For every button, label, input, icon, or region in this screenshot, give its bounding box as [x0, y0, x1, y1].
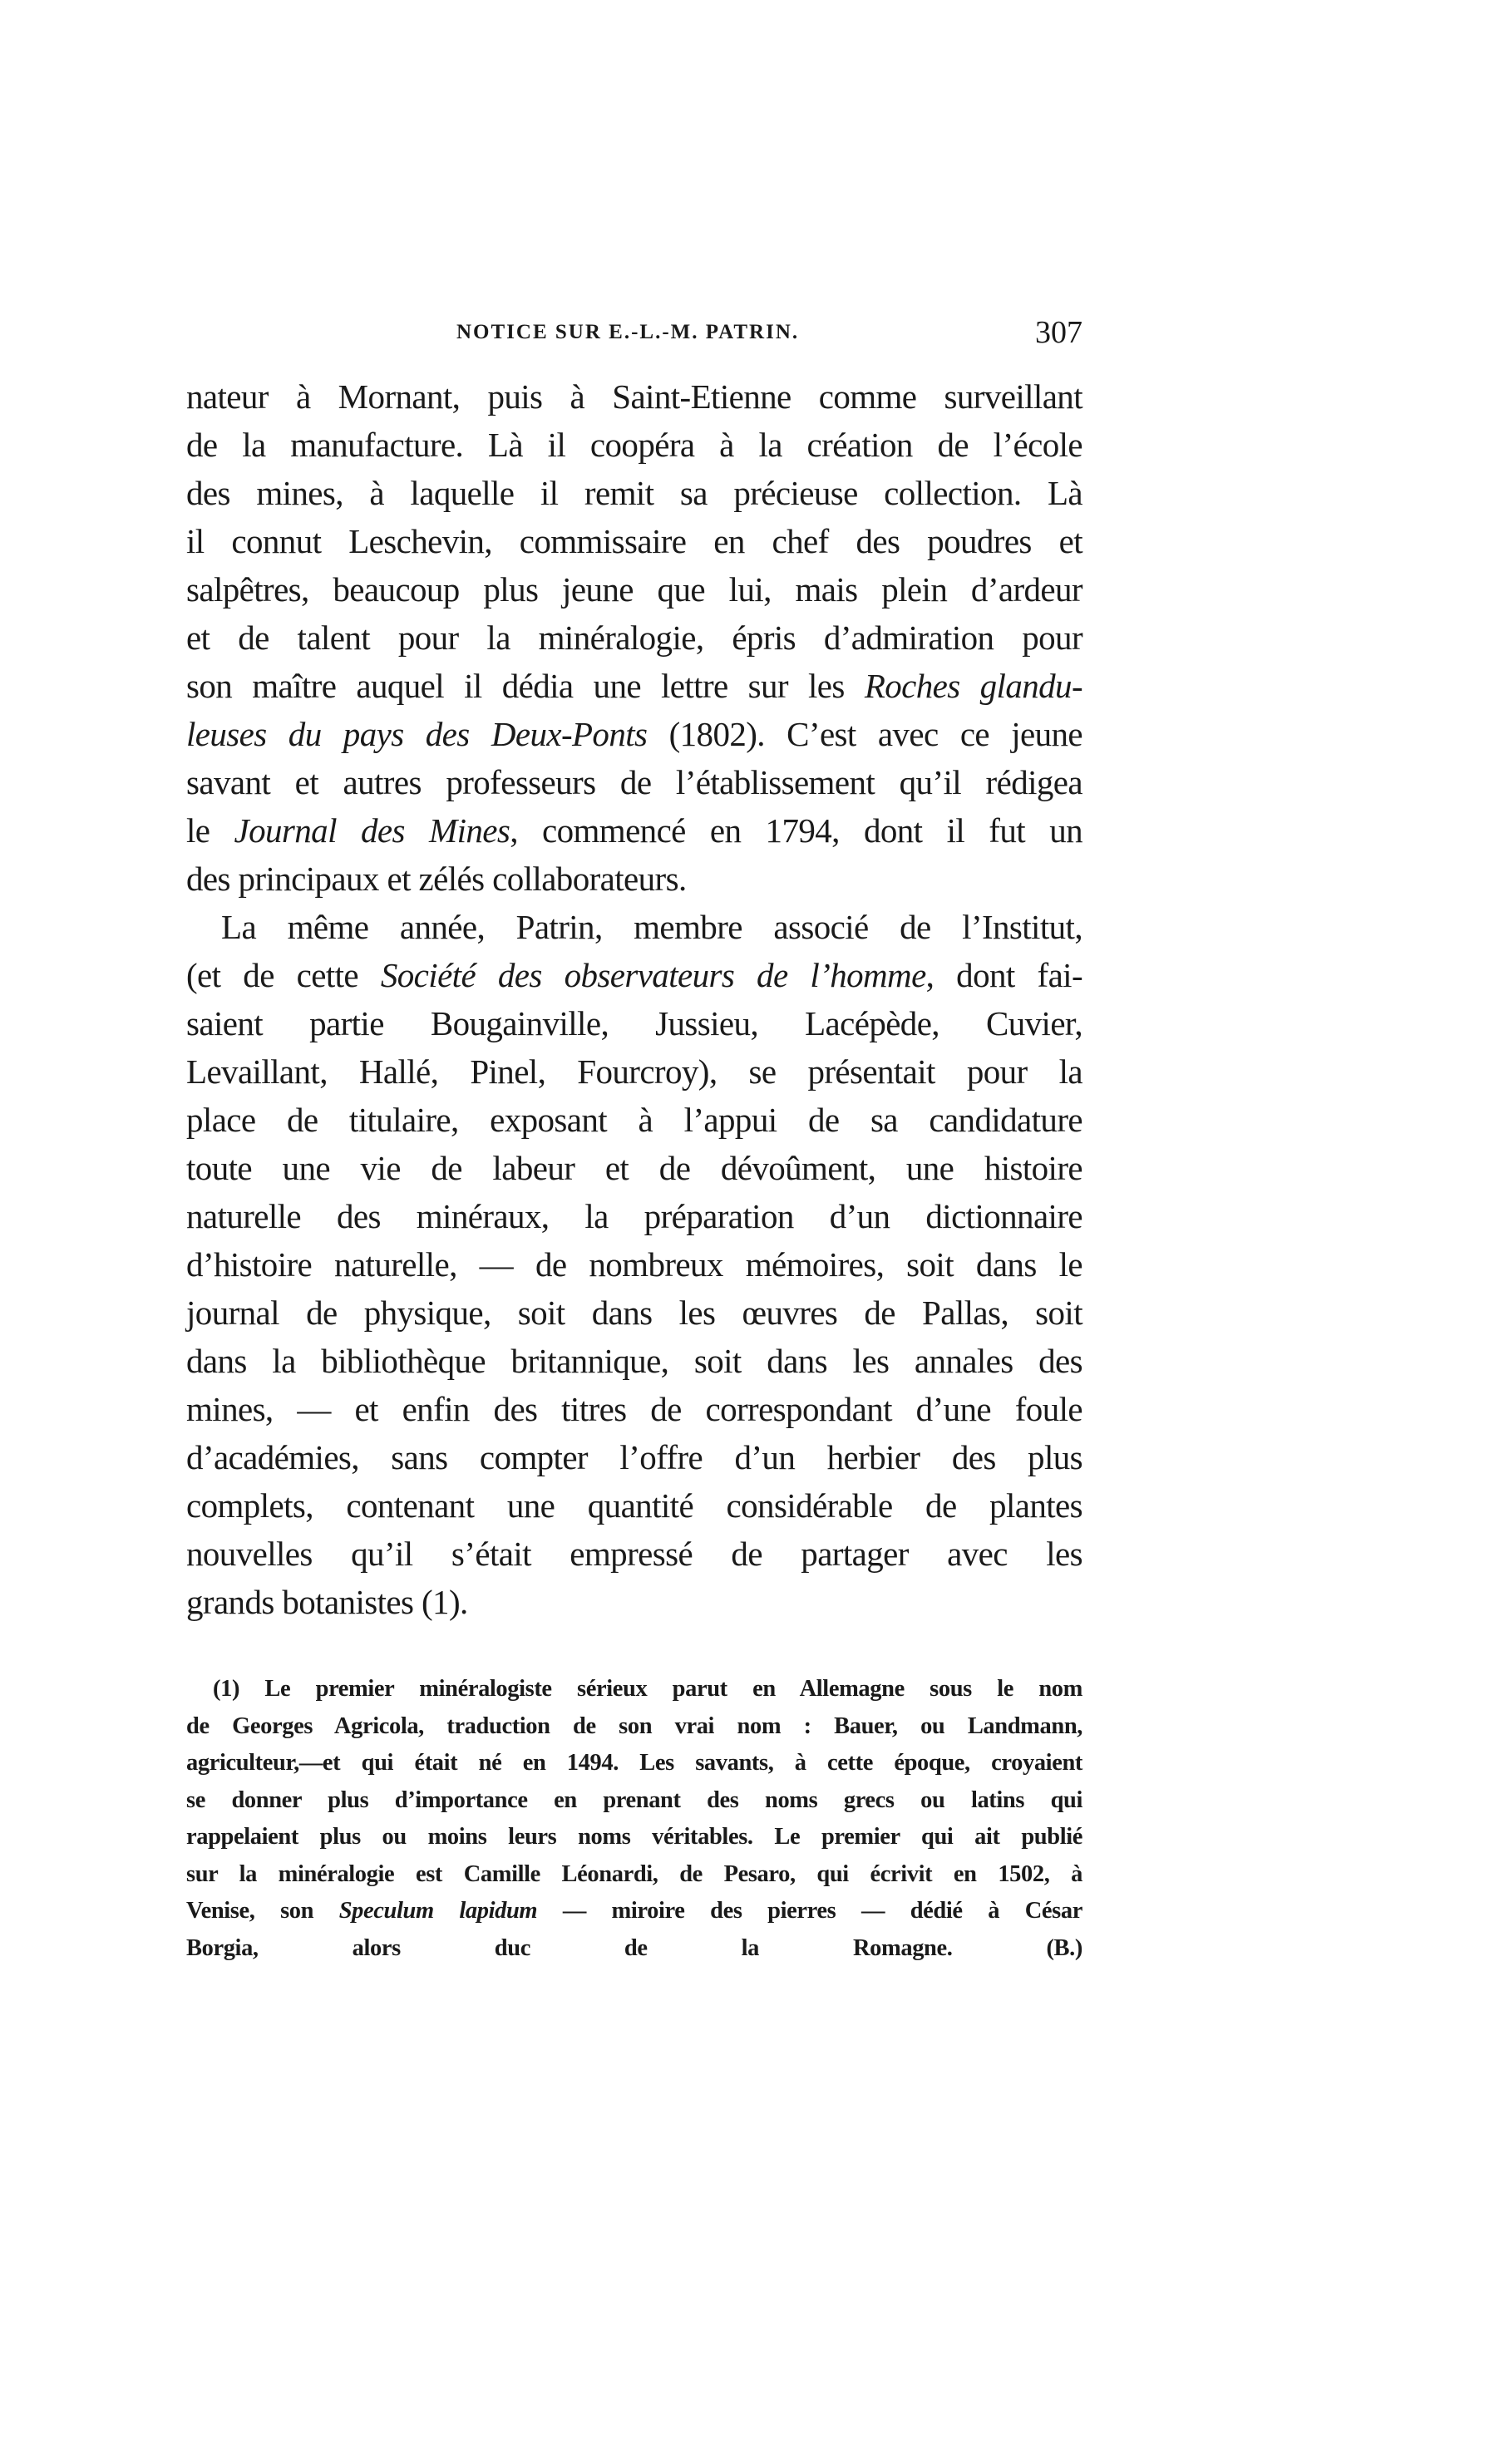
footnote-line — [186, 1819, 1082, 1856]
footnote-line — [186, 1745, 1082, 1782]
text-run: naturelle des minéraux, la préparation d’un dictionnaire — [186, 1197, 1082, 1235]
text-run: agriculteur,—et qui était né en 1494. Les savants, à cette époque, croyaient — [186, 1750, 1082, 1776]
text-run: toute une vie de labeur et de dévoûment, une histoire — [186, 1149, 1082, 1187]
text-run: nateur à Mornant, puis à Saint-Etienne comme surveillant — [186, 377, 1082, 416]
body-line — [186, 806, 1082, 855]
body-line — [186, 1530, 1082, 1578]
footnote-line — [186, 1856, 1082, 1894]
italic-text: Speculum lapidum — [338, 1898, 538, 1924]
text-run: complets, contenant une quantité considérable de plantes — [186, 1486, 1082, 1525]
body-line — [186, 469, 1082, 517]
body-line — [186, 1240, 1082, 1289]
body-line — [186, 999, 1082, 1047]
text-run: des mines, à laquelle il remit sa précieuse collection. Là — [186, 474, 1082, 512]
body-line — [186, 951, 1082, 999]
body-line — [186, 1481, 1082, 1530]
text-run: La même année, Patrin, membre associé de l’Institut, — [221, 908, 1082, 946]
text-run: il connut Leschevin, commissaire en chef des poudres et — [186, 522, 1082, 560]
body-line — [186, 1385, 1082, 1433]
running-header — [186, 315, 1082, 359]
footnote-paragraph — [186, 1671, 1082, 1967]
body-line — [186, 1192, 1082, 1240]
text-run: nouvelles qu’il s’était empressé de partager avec les — [186, 1535, 1082, 1573]
running-title: NOTICE SUR E.-L.-M. PATRIN. — [456, 321, 800, 343]
text-run: de la manufacture. Là il coopéra à la création de l’école — [186, 426, 1082, 464]
text-run: mines, — et enfin des titres de correspondant d’une foule — [186, 1390, 1082, 1428]
text-run: salpêtres, beaucoup plus jeune que lui, mais plein d’ardeur — [186, 570, 1082, 609]
footnote-line — [186, 1893, 1082, 1930]
text-run: (1) Le premier minéralogiste sérieux parut en Allemagne sous le nom — [213, 1676, 1082, 1702]
text-run: (1802). C’est avec ce jeune — [647, 715, 1083, 753]
text-run: Venise, son — [186, 1898, 339, 1924]
italic-text: Journal des Mines — [234, 811, 510, 850]
body-line — [186, 1144, 1082, 1192]
body-line — [186, 1433, 1082, 1481]
text-run: , dont fai- — [925, 956, 1083, 994]
body-line — [186, 758, 1082, 806]
body-line — [186, 710, 1082, 758]
footnote-line — [186, 1930, 1082, 1968]
text-run: saient partie Bougainville, Jussieu, Lacépède, Cuvier, — [186, 1004, 1082, 1042]
footnote-line — [186, 1671, 1082, 1708]
text-run: Borgia, alors duc de la Romagne. (B.) — [186, 1934, 1082, 1961]
text-run: d’histoire naturelle, — de nombreux mémoires, soit dans le — [186, 1245, 1082, 1284]
text-run: des principaux et zélés collaborateurs. — [186, 860, 687, 898]
italic-text: Roches glandu- — [864, 667, 1082, 705]
body-line — [186, 903, 1082, 951]
body-paragraph — [186, 372, 1082, 903]
body-line — [186, 565, 1082, 614]
body-line — [186, 421, 1082, 469]
text-run: , commencé en 1794, dont il fut un — [510, 811, 1082, 850]
page-number: 307 — [1035, 315, 1082, 350]
text-run: savant et autres professeurs de l’établissement qu’il rédigea — [186, 763, 1082, 801]
text-run: son maître auquel il dédia une lettre sur les — [186, 667, 865, 705]
text-run: sur la minéralogie est Camille Léonardi, de Pesaro, qui écrivit en 1502, à — [186, 1860, 1082, 1887]
body-paragraph — [186, 903, 1082, 1626]
footnote-line — [186, 1708, 1082, 1746]
text-run: place de titulaire, exposant à l’appui de sa candidature — [186, 1101, 1082, 1139]
body-line — [186, 1337, 1082, 1385]
italic-text: leuses du pays des Deux-Ponts — [186, 715, 648, 753]
text-run: journal de physique, soit dans les œuvres de Pallas, soit — [186, 1294, 1082, 1332]
text-run: et de talent pour la minéralogie, épris d’admiration pour — [186, 618, 1082, 657]
footnote-line — [186, 1782, 1082, 1820]
text-run: se donner plus d’importance en prenant des noms grecs ou latins qui — [186, 1786, 1082, 1813]
body-line — [186, 517, 1082, 565]
body-line — [186, 1096, 1082, 1144]
footnotes — [186, 1671, 1082, 1967]
body-line — [186, 662, 1082, 710]
body-line — [186, 1289, 1082, 1337]
body-line — [186, 1578, 1082, 1626]
text-run: — miroire des pierres — dédié à César — [537, 1898, 1082, 1924]
text-run: Levaillant, Hallé, Pinel, Fourcroy), se présentait pour la — [186, 1052, 1082, 1091]
text-run: le — [186, 811, 234, 850]
main-text — [186, 372, 1082, 1626]
italic-text: Société des observateurs de l’homme — [380, 956, 926, 994]
body-line — [186, 372, 1082, 421]
text-run: grands botanistes (1). — [186, 1583, 468, 1621]
text-run: de Georges Agricola, traduction de son vrai nom : Bauer, ou Landmann, — [186, 1712, 1082, 1739]
body-line — [186, 1047, 1082, 1096]
body-line — [186, 855, 1082, 903]
text-run: (et de cette — [186, 956, 381, 994]
text-run: rappelaient plus ou moins leurs noms véritables. Le premier qui ait publié — [186, 1824, 1082, 1850]
body-line — [186, 614, 1082, 662]
text-run: dans la bibliothèque britannique, soit dans les annales des — [186, 1342, 1082, 1380]
text-run: d’académies, sans compter l’offre d’un herbier des plus — [186, 1438, 1082, 1476]
